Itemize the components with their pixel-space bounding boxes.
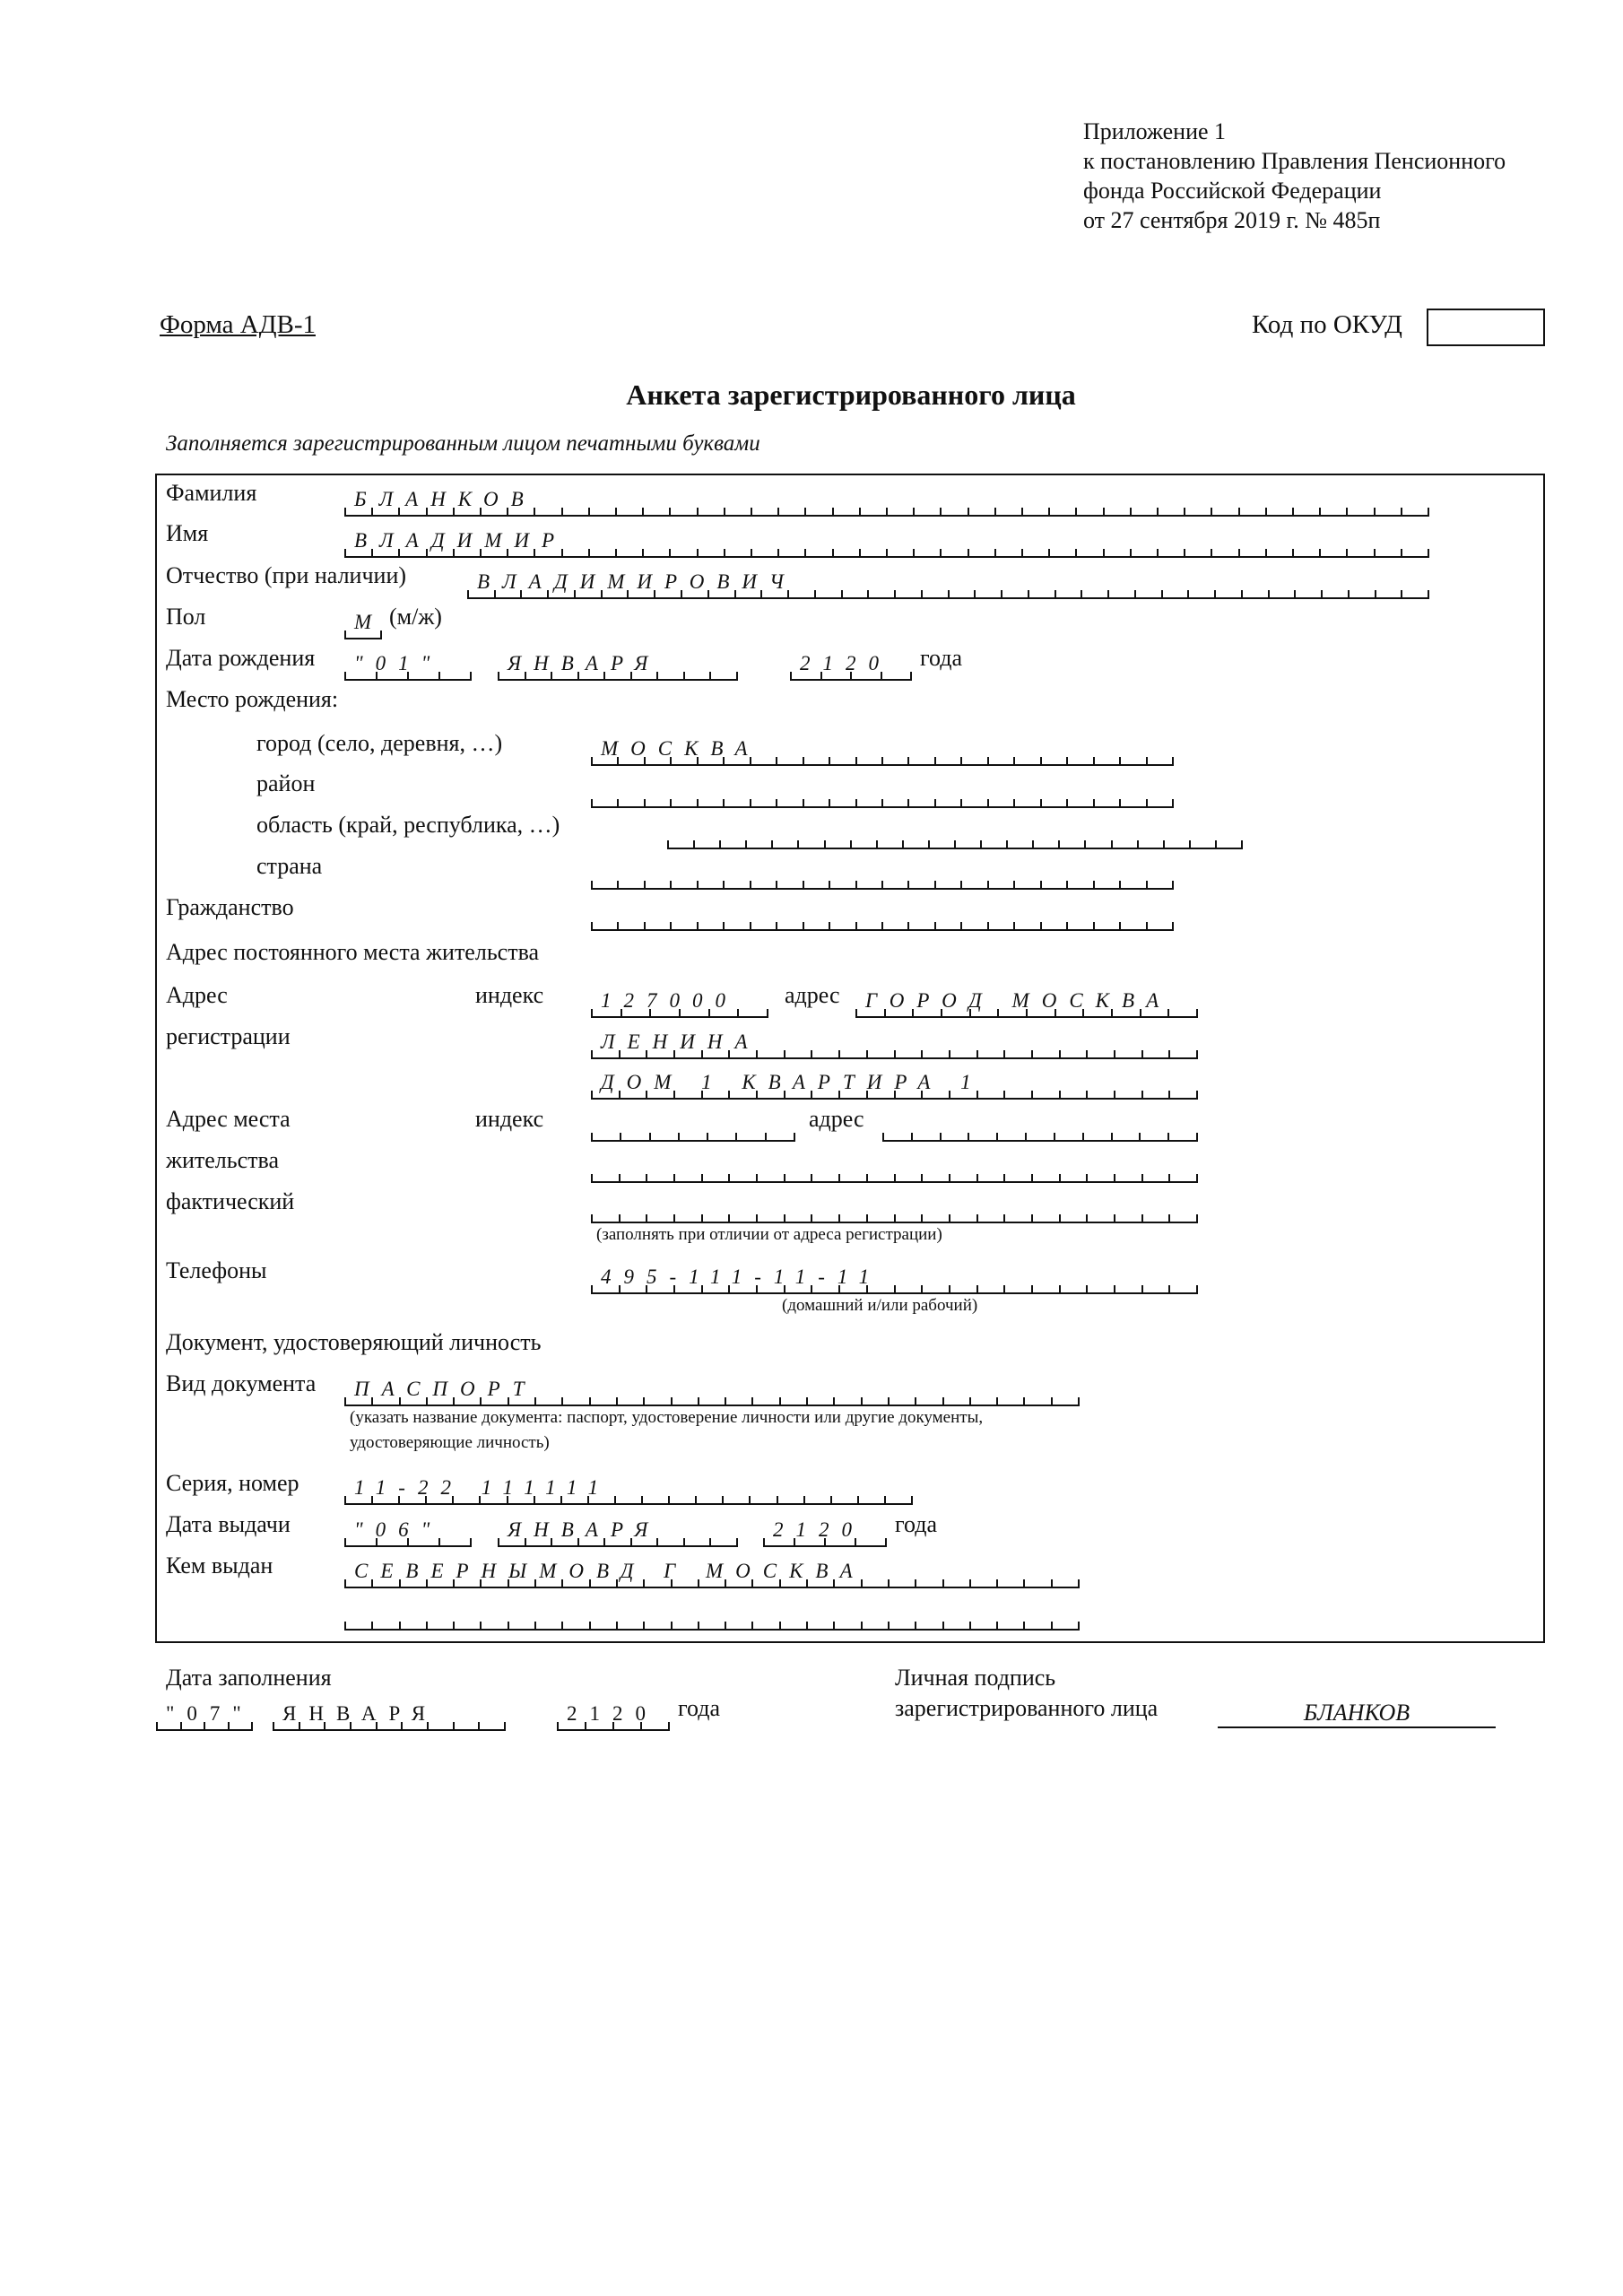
patronymic-value: ВЛАДИМИРОВИЧ [477,570,796,593]
reg-address-value-1: ГОРОД МОСКВА [865,989,1172,1012]
region-field[interactable] [668,822,1242,849]
fact-address-word: адрес [809,1106,864,1132]
doc-type-hint-1: (указать название документа: паспорт, удостоверение личности или другие документы, [350,1408,984,1427]
reg-address-line-2[interactable] [592,1032,1197,1059]
district-field[interactable] [592,781,1173,808]
phone-field[interactable] [592,1267,1197,1294]
doc-type-value: ПАСПОРТ [354,1378,537,1400]
reg-address-value-3: ДОМ 1 КВАРТИРА 1 [601,1071,984,1093]
patronymic-field[interactable] [468,572,1428,599]
fact-address-label-2: жительства [166,1147,279,1173]
fill-month-value: ЯНВАРЯ [282,1702,438,1725]
issued-by-value-1: СЕВЕРНЫМОВД Г МОСКВА [354,1560,865,1582]
page-title: Анкета зарегистрированного лица [626,378,1076,411]
reg-address-label-1: Адрес [166,982,228,1008]
issue-year-value: 2120 [773,1518,864,1541]
birth-place-label: Место рождения: [166,686,339,712]
signature-value: БЛАНКОВ [1303,1700,1410,1726]
surname-value: БЛАНКОВ [354,488,536,510]
birth-month-field[interactable] [499,654,737,681]
birth-year-field[interactable] [791,654,911,681]
surname-field[interactable] [345,490,1428,517]
issue-date-label: Дата выдачи [166,1511,291,1537]
id-doc-section-label: Документ, удостоверяющий личность [166,1329,542,1355]
citizenship-label: Гражданство [166,894,294,920]
name-field[interactable] [345,531,1428,558]
reg-address-line-3[interactable] [592,1073,1197,1100]
fact-index-field[interactable] [592,1115,794,1142]
fact-address-line-2[interactable] [592,1156,1197,1183]
surname-label: Фамилия [166,480,257,506]
doc-type-field[interactable] [345,1379,1079,1406]
patronymic-label: Отчество (при наличии) [166,562,407,588]
issue-month-value: ЯНВАРЯ [508,1518,661,1541]
issue-year-word: года [895,1511,938,1537]
fact-address-label-3: фактический [166,1188,295,1214]
signature-field[interactable] [1218,1700,1496,1728]
okud-label: Код по ОКУД [1252,310,1402,339]
phones-hint: (домашний и/или рабочий) [782,1296,978,1315]
appendix-line-3: фонда Российской Федерации [1083,178,1382,204]
fill-date-label: Дата заполнения [166,1665,332,1691]
country-field[interactable] [592,863,1173,890]
fill-year-word: года [678,1695,721,1721]
sex-hint: (м/ж) [389,604,442,630]
issue-day-field[interactable] [345,1520,471,1547]
reg-address-word: адрес [785,982,840,1008]
appendix-line-1: Приложение 1 [1083,118,1227,144]
series-number-field[interactable] [345,1478,912,1505]
doc-type-hint-2: удостоверяющие личность) [350,1433,550,1452]
fill-day-field[interactable] [157,1704,252,1731]
fact-address-line-1[interactable] [883,1115,1197,1142]
fill-year-field[interactable] [558,1704,669,1731]
page-subtitle: Заполняется зарегистрированным лицом печатными буквами [166,431,760,456]
name-value: ВЛАДИМИР [354,529,568,552]
issue-day-value: "06" [354,1518,443,1541]
fill-month-field[interactable] [273,1704,505,1731]
city-value: МОСКВА [601,737,760,760]
fill-year-value: 2120 [567,1702,658,1725]
reg-address-label-2: регистрации [166,1023,291,1049]
sex-value: М [354,611,385,633]
name-label: Имя [166,520,209,546]
district-label: район [256,770,316,796]
birth-year-word: года [920,645,963,671]
appendix-line-4: от 27 сентября 2019 г. № 485п [1083,207,1381,233]
issued-by-line-1[interactable] [345,1561,1079,1588]
fact-address-line-3[interactable] [592,1196,1197,1223]
birth-year-value: 2120 [800,652,891,674]
birth-day-field[interactable] [345,654,471,681]
reg-index-value: 127000 [601,989,738,1012]
address-section-label: Адрес постоянного места жительства [166,939,540,965]
issued-by-label: Кем выдан [166,1552,273,1578]
birth-date-label: Дата рождения [166,645,316,671]
signature-label-2: зарегистрированного лица [895,1695,1159,1721]
reg-address-value-2: ЛЕНИНА [601,1031,760,1053]
form-name: Форма АДВ-1 [160,310,316,339]
okud-code-box[interactable] [1427,309,1545,346]
issue-month-field[interactable] [499,1520,737,1547]
citizenship-field[interactable] [592,904,1173,931]
birth-month-value: ЯНВАРЯ [508,652,661,674]
birth-day-value: "01" [354,652,443,674]
sex-label: Пол [166,604,206,630]
series-number-value: 11-22 111111 [354,1476,612,1499]
fact-address-hint: (заполнять при отличии от адреса регистрации) [596,1225,942,1244]
appendix-line-2: к постановлению Правления Пенсионного [1083,148,1506,174]
sex-field[interactable] [345,611,385,639]
region-label: область (край, республика, …) [256,812,560,838]
country-label: страна [256,853,323,879]
reg-address-line-1[interactable] [856,991,1197,1018]
city-label: город (село, деревня, …) [256,730,503,756]
issue-year-field[interactable] [764,1520,886,1547]
city-field[interactable] [592,739,1173,766]
issued-by-line-2[interactable] [345,1604,1079,1631]
fact-index-label: индекс [475,1106,544,1132]
doc-type-label: Вид документа [166,1370,317,1396]
reg-index-field[interactable] [592,991,768,1018]
phones-label: Телефоны [166,1257,267,1283]
reg-index-label: индекс [475,982,544,1008]
fill-day-value: "07" [166,1702,254,1725]
signature-label-1: Личная подпись [895,1665,1056,1691]
series-number-label: Серия, номер [166,1470,299,1496]
fact-address-label-1: Адрес места [166,1106,291,1132]
phone-value: 495-111-11-11 [601,1265,882,1288]
